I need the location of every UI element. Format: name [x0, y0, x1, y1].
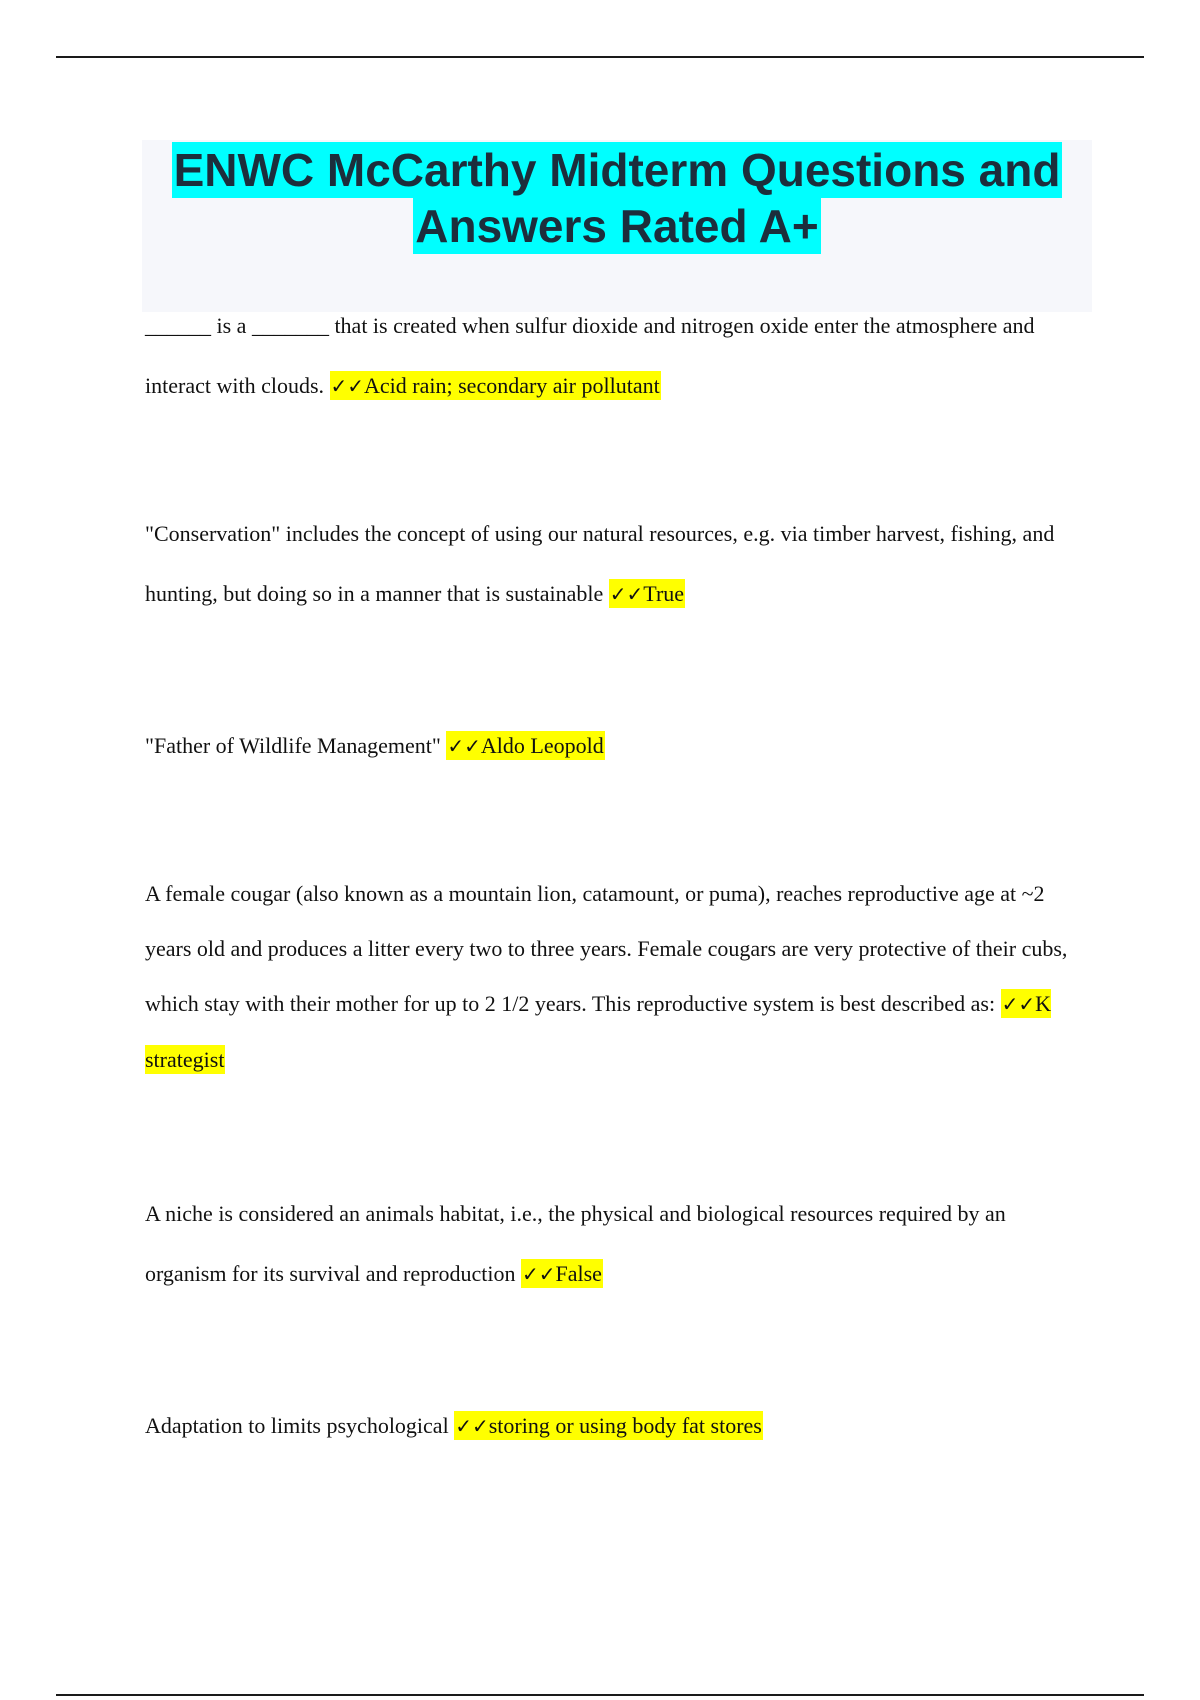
- qa-item-2: [145, 504, 1085, 624]
- question-text: "Father of Wildlife Management": [145, 733, 441, 758]
- answer-text: True: [643, 581, 685, 606]
- double-check-icon: ✓✓: [447, 734, 481, 758]
- answer-text: Aldo Leopold: [480, 733, 604, 758]
- footer-rule: [56, 1694, 1144, 1696]
- answer-highlight: [446, 731, 604, 760]
- question-text: ______ is a _______ that is created when sulfur dioxide and nitrogen oxide enter the atmosphere and interact with clouds.: [145, 313, 1035, 398]
- document-title-line-1: ENWC McCarthy Midterm Questions and: [173, 144, 1061, 196]
- qa-item-5: [145, 1184, 1085, 1304]
- qa-item-1: [145, 296, 1085, 416]
- answer-highlight: [521, 1259, 603, 1288]
- qa-item-6: [145, 1396, 1085, 1456]
- double-check-icon: ✓✓: [330, 374, 365, 398]
- answer-highlight: [330, 371, 661, 400]
- answer-text: False: [555, 1261, 602, 1286]
- double-check-icon: ✓✓: [521, 1262, 556, 1286]
- qa-item-3: [145, 716, 1085, 776]
- answer-text: K strategist: [145, 991, 1051, 1072]
- title-block: [142, 140, 1092, 312]
- document-title-line-2: Answers Rated A+: [415, 200, 819, 252]
- question-text: A female cougar (also known as a mountain lion, catamount, or puma), reaches reproductive age at ~2 years old and produces a litter every two to three years. Female cougars are very protective of their cubs, which stay with their mother for up to 2 1/2 years. This reproductive system is best described as:: [145, 881, 1068, 1016]
- double-check-icon: ✓✓: [455, 1414, 489, 1438]
- double-check-icon: ✓✓: [1001, 992, 1036, 1016]
- double-check-icon: ✓✓: [609, 582, 644, 606]
- question-text: A niche is considered an animals habitat, i.e., the physical and biological resources required by an organism for its survival and reproduction: [145, 1201, 1006, 1286]
- answer-highlight: [454, 1411, 763, 1440]
- question-text: "Conservation" includes the concept of using our natural resources, e.g. via timber harvest, fishing, and hunting, but doing so in a manner that is sustainable: [145, 521, 1055, 606]
- qa-item-4: [145, 866, 1085, 1087]
- header-rule: [56, 56, 1144, 58]
- question-text: Adaptation to limits psychological: [145, 1413, 449, 1438]
- answer-text: Acid rain; secondary air pollutant: [364, 373, 660, 398]
- answer-text: storing or using body fat stores: [488, 1413, 762, 1438]
- answer-highlight: [609, 579, 685, 608]
